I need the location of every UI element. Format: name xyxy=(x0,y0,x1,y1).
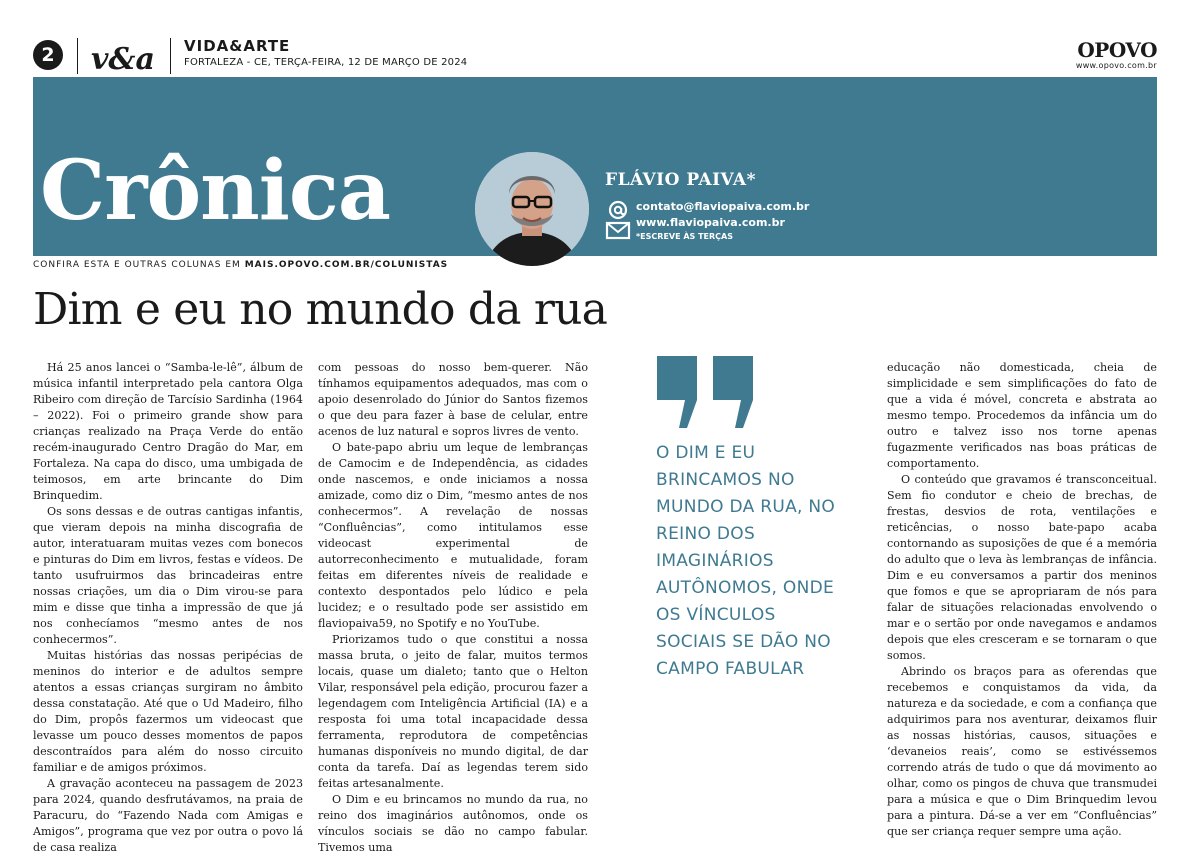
article-headline: Dim e eu no mundo da rua xyxy=(33,284,608,335)
column-title: Crônica xyxy=(40,143,390,239)
article-column-2 xyxy=(318,360,588,856)
author-portrait-icon xyxy=(475,152,589,266)
svg-text:v&a: v&a xyxy=(91,42,155,77)
article-column-1 xyxy=(33,360,303,856)
quote-mark-icon xyxy=(657,356,757,428)
article-column-4 xyxy=(887,360,1157,840)
author-website[interactable]: www.flaviopaiva.com.br xyxy=(636,216,785,229)
more-columns-link[interactable]: MAIS.OPOVO.COM.BR/COLUNISTAS xyxy=(244,260,449,270)
paragraph: Os sons dessas e de outras cantigas infantis, que vieram depois na minha discografia de autor, interatuaram muitas vezes com bonecos e pinturas do Dim em livros, festas e vídeos. De tanto usufruirmos das brincadeiras entre nossas criações, um dia o Dim virou-se para mim e disse que tinha a impressão de que já nos conhecíamos “mesmo antes de nos conhecermos”. xyxy=(33,505,303,646)
header-divider xyxy=(170,38,171,74)
paragraph: Há 25 anos lancei o “Samba-le-lê”, álbum de música infantil interpretado pela cantora Olga Ribeiro com direção de Tarcísio Sardinha (1964 – 2022). Foi o primeiro grande show para crianças realizado na Praça Verde do então recém-inaugurado Centro Dragão do Mar, em Fortaleza. Na capa do disco, uma umbigada de teimosos, em arte brincante do Dim Brinquedim. xyxy=(33,361,303,502)
publication-logo[interactable]: OPOVO xyxy=(1077,38,1157,62)
publication-url[interactable]: www.opovo.com.br xyxy=(1075,61,1157,70)
paragraph: educação não domesticada, cheia de simplicidade e sem simplificações do fato de que a vida é móvel, concreta e abstrata ao mesmo tempo. Procedemos da infância um do outro e talvez isso nos torne apenas fugazmente verificados nas boas práticas de comportamento. xyxy=(887,361,1157,470)
paragraph: O conteúdo que gravamos é transconceitual. Sem fio condutor e cheio de brechas, de frestas, desvios de rota, ventilações e reticências, o nosso bate-papo acaba contornando as suposições de que é a memória do adulto que o leva às lembranças de infância. Dim e eu conversamos a partir dos meninos que fomos e que se apropriaram de nós para falar de situações relacionadas envolvendo o mar e o sertão por onde navegamos e andamos depois que eles cresceram e se tornaram o que somos. xyxy=(887,473,1157,662)
more-columns-prefix: CONFIRA ESTA E OUTRAS COLUNAS EM xyxy=(33,260,241,270)
paragraph: O bate-papo abriu um leque de lembranças de Camocim e de Independência, as cidades onde nascemos, e onde iniciamos a nossa amizade, como diz o Dim, “mesmo antes de nos conhecermos”. A revelação de nossas “Confluências”, como intitulamos esse videocast experimental de autorreconhecimento e mutualidade, foram feitas em diferentes níveis de realidade e contexto despontados pelo lúdico e pela lucidez; e o resultado pode ser assistido em flaviopaiva59, no Spotify e no YouTube. xyxy=(318,441,588,630)
section-title: VIDA&ARTE xyxy=(184,37,291,55)
publication-schedule-note: *ESCREVE ÀS TERÇAS xyxy=(636,232,733,241)
paragraph: Muitas histórias das nossas peripécias de meninos do interior e de adultos sempre atentos a essas crianças surgiram no âmbito dessa constatação. Até que o Ud Madeiro, filho do Dim, propôs fazermos um videocast que levasse um pouco desses momentos de papos descontraídos para além do nosso circuito familiar e de amigos próximos. xyxy=(33,649,303,774)
more-columns-note xyxy=(33,260,448,270)
paragraph: A gravação aconteceu na passagem de 2023 para 2024, quando desfrutávamos, na praia de Paracuru, do “Fazendo Nada com Amigas e Amigos”, programa que vez por outra o povo lá de casa realiza xyxy=(33,777,303,854)
contact-icons xyxy=(605,200,631,242)
at-sign-icon xyxy=(610,202,626,218)
author-photo xyxy=(475,152,589,266)
pull-quote: O DIM E EU BRINCAMOS NO MUNDO DA RUA, NO REINO DOS IMAGINÁRIOS AUTÔNOMOS, ONDE OS VÍNCULOS SOCIAIS SE DÃO NO CAMPO FABULAR xyxy=(656,443,836,679)
paragraph: Abrindo os braços para as oferendas que recebemos e conquistamos da vida, da natureza e da sociedade, e com a confiança que adquirimos para nos aventurar, deixamos fluir as nossas histórias, causos, situações e ‘devaneios reais’, como se estivéssemos correndo atrás de tudo o que dá movimento ao olhar, como os pingos de chuva que transmudei para a música e que o Dim Brinquedim levou para a pintura. Dá-se a ver em “Confluências” que ser criança requer sempre uma ação. xyxy=(887,665,1157,838)
paragraph: O Dim e eu brincamos no mundo da rua, no reino dos imaginários autônomos, onde os vínculos sociais se dão no campo fabular. Tivemos uma xyxy=(318,793,588,854)
paragraph: com pessoas do nosso bem-querer. Não tínhamos equipamentos adequados, mas com o apoio desenrolado do Júnior do Santos fizemos o que deu para fazer à base de celular, entre acenos de luz natural e sopros livres de vento. xyxy=(318,361,588,438)
dateline: FORTALEZA - CE, TERÇA-FEIRA, 12 DE MARÇO DE 2024 xyxy=(184,57,468,68)
envelope-icon xyxy=(607,223,629,238)
paragraph: Priorizamos tudo o que constitui a nossa massa bruta, o jeito de falar, muitos termos locais, quase um dialeto; tanto que o Helton Vilar, responsável pela edição, procurou fazer a legendagem com Inteligência Artificial (IA) e a resposta foi uma total incapacidade dessa ferramenta, reprodutora de competências humanas disponíveis no mundo digital, de dar conta da tarefa. Daí as legendas terem sido feitas artesanalmente. xyxy=(318,633,588,790)
author-email[interactable]: contato@flaviopaiva.com.br xyxy=(636,200,810,213)
author-name: FLÁVIO PAIVA* xyxy=(605,170,756,190)
header-divider xyxy=(77,38,78,74)
section-logo xyxy=(89,38,159,78)
page-number: 2 xyxy=(33,40,63,70)
